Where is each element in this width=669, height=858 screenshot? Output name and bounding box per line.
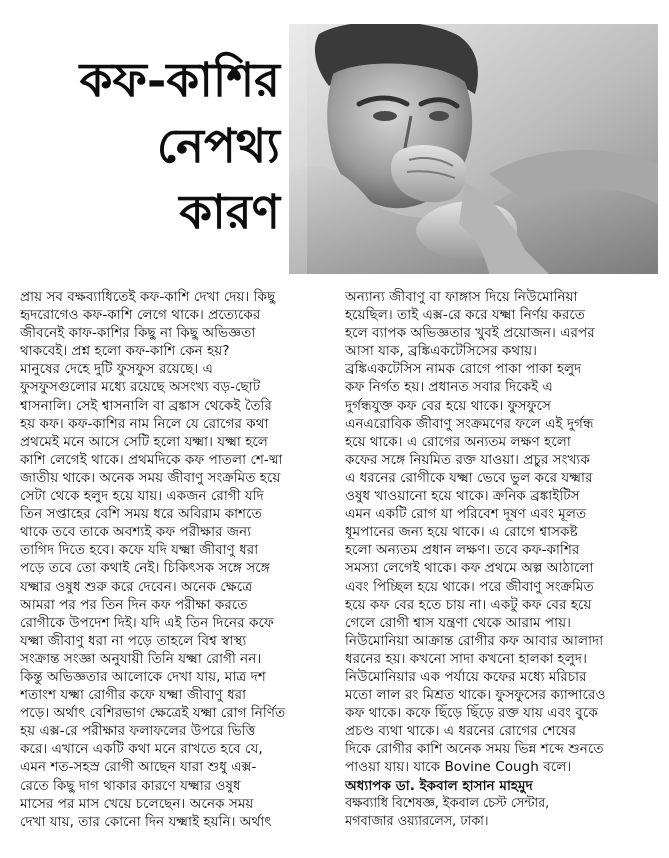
- paragraph-line: প্রথমেই মনে আসে সেটি হলো যক্ষ্মা। যক্ষ্মা হলে: [20, 433, 268, 450]
- paragraph-line: প্রচণ্ড ব্যথা থাকে। এ ধরনের রোগের শেষের: [345, 723, 577, 740]
- paragraph-line: সমস্যা লেগেই থাকে। কফ প্রথমে অল্প আঠালো: [345, 560, 594, 577]
- paragraph-line: প্রায় সব বক্ষব্যাধিতেই কফ-কাশি দেখা দেয়। কিছু: [20, 289, 276, 305]
- paragraph-line: থাকে তবে তাকে অবশ্যই কফ পরীক্ষার জন্য: [20, 524, 252, 541]
- paragraph-line: রোগীকে উপদেশ দিই। যদি এই তিন দিনের কফে: [20, 614, 274, 631]
- paragraph-line: তিন সপ্তাহের বেশি সময় ধরে অবিরাম কাশতে: [20, 506, 262, 523]
- author-address: মগবাজার ওয়্যারলেস, ঢাকা।: [345, 813, 489, 829]
- paragraph-line: হয় এক্স-রে পরীক্ষার ফলাফলের উপরে ভিত্তি: [20, 723, 256, 740]
- man-coughing-photo: [289, 24, 658, 274]
- paragraph-line: যক্ষ্মার ওষুধ শুরু করে দেবেন। অনেক ক্ষেত্রে: [20, 578, 253, 595]
- paragraph-line: হলো অন্যতম প্রধান লক্ষণ। তবে কফ-কাশির: [345, 542, 580, 559]
- paragraph-line: দেখা যায়, তার কোনো দিন যক্ষ্মাই হয়নি। অর্থাৎ: [20, 813, 272, 830]
- paragraph-line: মানুষের দেহে দুটি ফুসফুস রয়েছে। এ: [20, 361, 214, 378]
- paragraph-line: ব্রঙ্কিএকটেসিস নামক রোগে পাকা পাকা হলুদ: [345, 361, 582, 378]
- paragraph-line: কফ থাকে। কফে ছিঁড়ে ছিঁড়ে রক্ত যায় এবং বুকে: [345, 705, 598, 722]
- paragraph-line: সেটা থেকে হলুদ হয়ে যায়। একজন রোগী যদি: [20, 488, 264, 505]
- paragraph-line: কফ নির্গত হয়। প্রধানত সবার দিকেই এ: [345, 379, 553, 396]
- paragraph-line: হলে ব্যাপক অভিজ্ঞতার খুবই প্রয়োজন। এরপর: [345, 325, 595, 342]
- article-column-left: [20, 288, 331, 831]
- paragraph-line: ওষুধ খাওয়ানো হয়ে থাকে। ক্রনিক ব্রঙ্কাইটিস: [345, 488, 580, 505]
- paragraph-line: হয়ে কফ বের হতে চায় না। একটু কফ বের হয়ে: [345, 596, 592, 613]
- paragraph-line: আমরা পর পর তিন দিন কফ পরীক্ষা করতে: [20, 596, 248, 613]
- paragraph-line: এনএরোবিক জীবাণু সংক্রমণের ফলে এই দুর্গন্ধ: [345, 415, 594, 432]
- paragraph-line: হয় কফ। কফ-কাশির নাম নিলে যে রোগের কথা: [20, 415, 269, 432]
- author-name: অধ্যাপক ডা. ইকবাল হাসান মাহমুদ: [345, 777, 533, 794]
- paragraph-line: শ্বাসনালি। সেই শ্বাসনালি বা ব্রঙ্কাস থেকেই তৈরি: [20, 397, 272, 414]
- paragraph-line: দিকে রোগীর কাশি অনেক সময় ভিন্ন শব্দে শুনতে: [345, 741, 604, 758]
- paragraph-line: কিন্তু অভিজ্ঞতার আলোকে দেখা যায়, মাত্র দশ: [20, 668, 266, 685]
- paragraph-line: রেতে কিছু দাগ থাকার কারণে যক্ষ্মার ওষুধ: [20, 777, 241, 794]
- paragraph-line: পড়ে। অর্থাৎ বেশিরভাগ ক্ষেত্রেই যক্ষ্মা রোগ নির্ণিত: [20, 705, 286, 722]
- paragraph-line: নিউমোনিয়ার এক পর্যায়ে কফের মধ্যে মরিচার: [345, 668, 587, 685]
- paragraph-line: হৃদরোগেও কফ-কাশি লেগে থাকে। প্রত্যেকের: [20, 307, 261, 324]
- paragraph-line: এ ধরনের রোগীকে যক্ষ্মা ভেবে ভুল করে যক্ষ্মার: [345, 469, 593, 486]
- headline-line-2: নেপথ্য: [156, 119, 280, 174]
- paragraph-line: জীবনেই কাফ-কাশির কিছু না কিছু অভিজ্ঞতা: [20, 325, 256, 342]
- headline-line-3: কারণ: [179, 185, 280, 240]
- paragraph-line: জাতীয় থাকে। অনেক সময় জীবাণু সংক্রমিত হয়ে: [20, 469, 281, 486]
- headline-line-1: কফ-কাশির: [79, 53, 280, 108]
- headline: [18, 48, 280, 246]
- paragraph-line: যক্ষ্মা জীবাণু ধরা না পড়ে তাহলে বিশ্ব স্বাস্থ্য: [20, 632, 247, 649]
- author-title: বক্ষব্যাধি বিশেষজ্ঞ, ইকবাল চেস্ট সেন্টার,: [345, 795, 550, 811]
- paragraph-line: কফের সঙ্গে নিয়মিত রক্ত যাওয়া। প্রচুর সংখ্যক: [345, 451, 590, 468]
- article-column-right: [345, 288, 657, 831]
- paragraph-line: পড়ে তবে তো কথাই নেই। চিকিৎসক সঙ্গে সঙ্গে: [20, 560, 270, 577]
- paragraph-line: মাসের পর মাস খেয়ে চলেছেন। অনেক সময়: [20, 795, 254, 812]
- paragraph-line: নিউমোনিয়া আক্রান্ত রোগীর কফ আবার আলাদা: [345, 632, 604, 649]
- paragraph-line: হয়ে থাকে। এ রোগের অন্যতম লক্ষণ হলো: [345, 433, 571, 450]
- paragraph-line: ফুসফুসগুলোর মধ্যে রয়েছে অসংখ্য বড়-ছোট: [20, 379, 261, 396]
- paragraph-line: হয়েছিল। তাই এক্স-রে করে যক্ষ্মা নির্ণয় করতে: [345, 307, 586, 324]
- paragraph-line: ধূমপানের জন্য হয়ে থাকে। এ রোগে শ্বাসকষ্ট: [345, 524, 578, 541]
- paragraph-line: অন্যান্য জীবাণু বা ফাঙ্গাস দিয়ে নিউমোনিয়া: [345, 289, 578, 305]
- paragraph-line: ধরনের হয়। কখনো সাদা কখনো হালকা হলুদ।: [345, 650, 587, 667]
- paragraph-line: শতাংশ যক্ষ্মা রোগীর কফে যক্ষ্মা জীবাণু ধরা: [20, 687, 247, 704]
- paragraph-line: থাকবেই। প্রশ্ন হলো কফ-কাশি কেন হয়?: [20, 343, 230, 360]
- paragraph-line: মতো লাল রং মিশ্রত থাকে। ফুসফুসের ক্যান্সারেও: [345, 687, 606, 704]
- paragraph-line: এমন একটি রোগ যা পরিবেশ দূষণ এবং মূলত: [345, 506, 587, 523]
- paragraph-line: তাগিদ দিতে হবে। কফে যদি যক্ষ্মা জীবাণু ধরা: [20, 542, 259, 559]
- paragraph-line: এবং পিচ্ছিল হয়ে থাকে। পরে জীবাণু সংক্রমিত: [345, 578, 594, 595]
- paragraph-line: দুর্গন্ধযুক্ত কফ বের হয়ে থাকে। ফুসফুসে: [345, 397, 551, 414]
- paragraph-line: কাশি লেগেই থাকে। প্রথমদিকে কফ পাতলা শে-ষ্মা: [20, 451, 283, 468]
- paragraph-line: করে। এখানে একটি কথা মনে রাখতে হবে যে,: [20, 741, 263, 758]
- paragraph-line: এমন শত-সহস্র রোগী আছেন যারা শুধু এক্স-: [20, 759, 257, 776]
- paragraph-line: আসা যাক, ব্রঙ্কিএকটেসিসের কথায়।: [345, 343, 538, 360]
- paragraph-line: গেলে রোগী শ্বাস যন্ত্রণা থেকে আরাম পায়।: [345, 614, 571, 631]
- paragraph-line: সংক্রান্ত সংজ্ঞা অনুযায়ী তিনি যক্ষ্মা রোগী নন।: [20, 650, 262, 667]
- paragraph-line: পাওয়া যায়। যাকে Bovine Cough বলে।: [345, 759, 572, 776]
